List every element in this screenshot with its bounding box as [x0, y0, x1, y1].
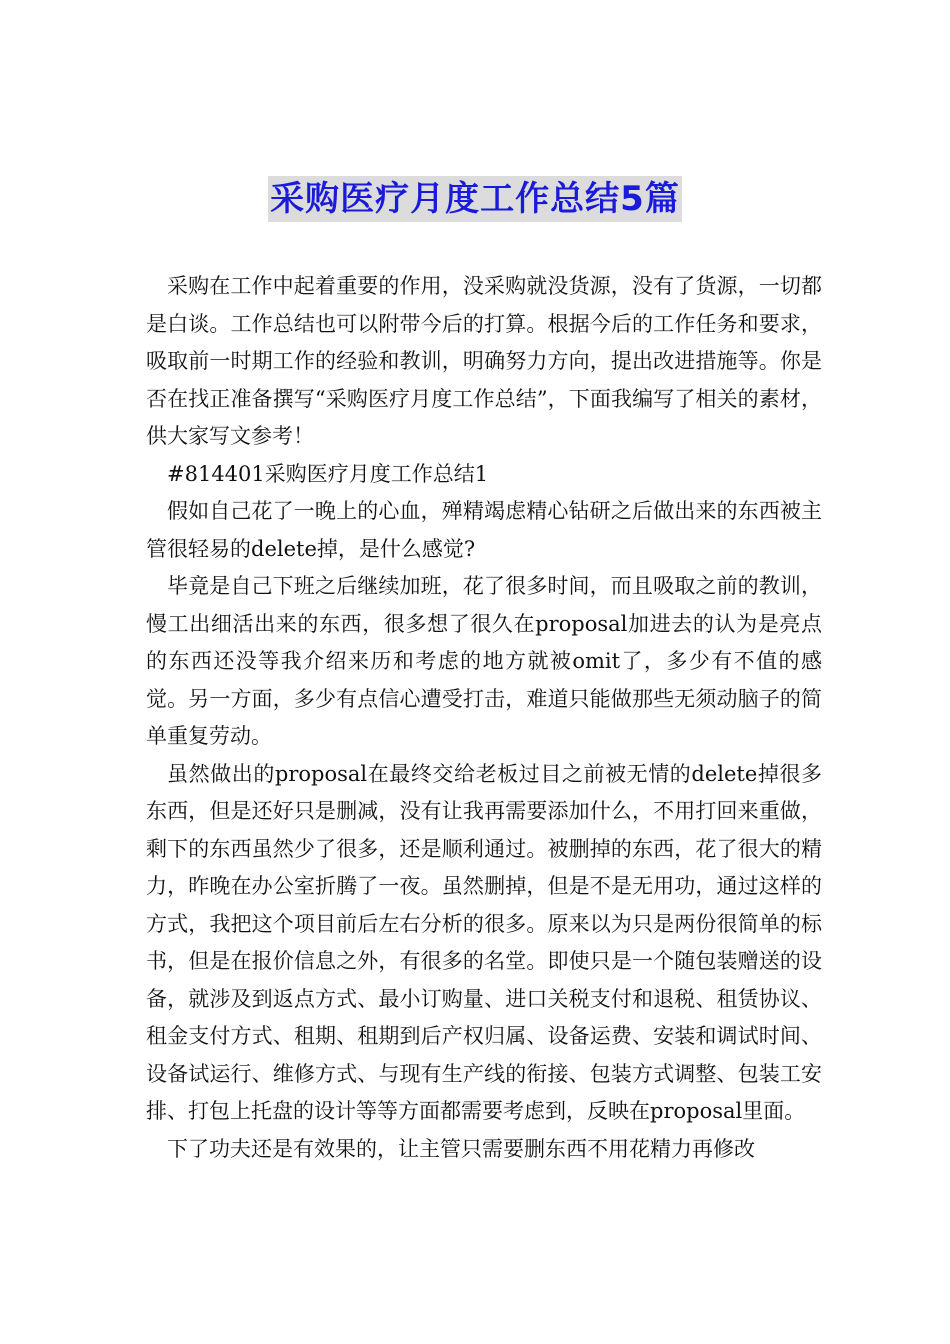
body-paragraph-4: 下了功夫还是有效果的，让主管只需要删东西不用花精力再修改 [167, 1136, 755, 1161]
intro-paragraph: 采购在工作中起着重要的作用，没采购就没货源，没有了货源，一切都是白谈。工作总结也可以附带今后的打算。根据今后的工作任务和要求，吸取前一时期工作的经验和教训，明确努力方向，提出改进措施等。你是否在找正准备撰写“采购医疗月度工作总结”，下面我编写了相关的素材，供大家写文参考！ [146, 274, 822, 448]
title-container [0, 176, 950, 222]
document-body [146, 268, 822, 1168]
section-heading: #814401采购医疗月度工作总结1 [167, 461, 489, 486]
body-paragraph-3: 虽然做出的proposal在最终交给老板过目之前被无情的delete掉很多东西，但是还好只是删减，没有让我再需要添加什么，不用打回来重做，剩下的东西虽然少了很多，还是顺利通过。被删掉的东西，花了很大的精力，昨晚在办公室折腾了一夜。虽然删掉，但是不是无用功，通过这样的方式，我把这个项目前后左右分析的很多。原来以为只是两份很简单的标书，但是在报价信息之外，有很多的名堂。即使只是一个随包装赠送的设备，就涉及到返点方式、最小订购量、进口关税支付和退税、租赁协议、租金支付方式、租期、租期到后产权归属、设备运费、安装和调试时间、设备试运行、维修方式、与现有生产线的衔接、包装方式调整、包装工安排、打包上托盘的设计等等方面都需要考虑到，反映在proposal里面。 [146, 761, 822, 1123]
body-paragraph-1: 假如自己花了一晚上的心血，殚精竭虑精心钻研之后做出来的东西被主管很轻易的delete掉，是什么感觉? [146, 499, 822, 561]
document-title: 采购医疗月度工作总结5篇 [268, 176, 682, 222]
body-paragraph-2: 毕竟是自己下班之后继续加班，花了很多时间，而且吸取之前的教训，慢工出细活出来的东西，很多想了很久在proposal加进去的认为是亮点的东西还没等我介绍来历和考虑的地方就被omit了，多少有不值的感觉。另一方面，多少有点信心遭受打击，难道只能做那些无须动脑子的简单重复劳动。 [146, 574, 822, 748]
